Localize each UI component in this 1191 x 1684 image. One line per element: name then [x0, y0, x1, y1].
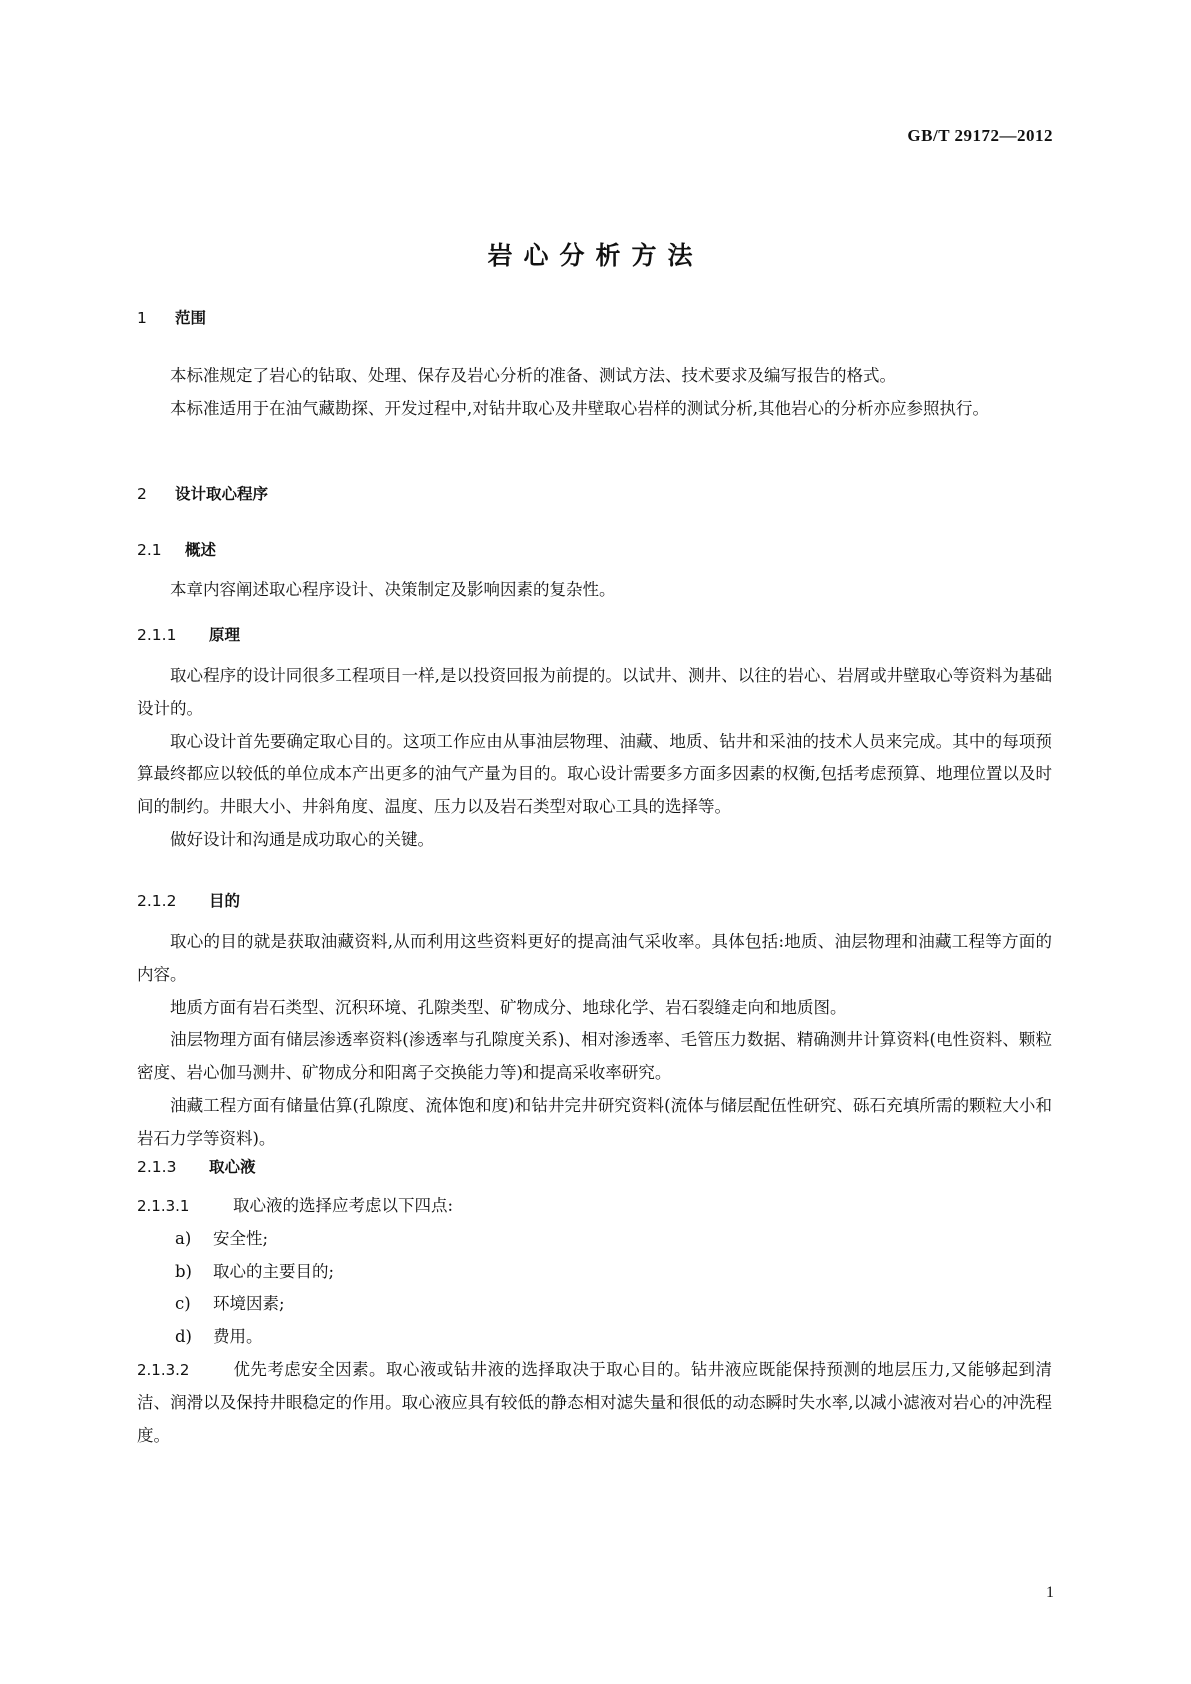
list-item	[137, 1288, 1052, 1321]
list-item	[137, 1223, 1052, 1256]
paragraph: 取心设计首先要确定取心目的。这项工作应由从事油层物理、油藏、地质、钻井和采油的技术人员来完成。其中的每项预算最终都应以较低的单位成本产出更多的油气产量为目的。取心设计需要多方面多因素的权衡,包括考虑预算、地理位置以及时间的制约。井眼大小、井斜角度、温度、压力以及岩石类型对取心工具的选择等。	[137, 731, 1052, 817]
list-marker: d)	[175, 1327, 192, 1347]
list-text: 安全性;	[213, 1228, 269, 1248]
clause-number: 2.1.3.1	[137, 1197, 190, 1215]
list-text: 费用。	[213, 1327, 263, 1347]
section-number: 2.1.2	[137, 892, 177, 910]
section-title: 原理	[209, 626, 241, 644]
section-heading-1	[137, 302, 1052, 335]
paragraph: 取心的目的就是获取油藏资料,从而利用这些资料更好的提高油气采收率。具体包括:地质、油层物理和油藏工程等方面的内容。	[137, 932, 1052, 984]
section-heading-2-1-1	[137, 619, 1052, 652]
section-number: 2.1.1	[137, 626, 177, 644]
section-title: 取心液	[209, 1158, 256, 1176]
paragraph: 做好设计和沟通是成功取心的关键。	[170, 829, 434, 849]
document-title: 岩心分析方法	[487, 241, 704, 270]
list-item	[137, 1256, 1052, 1289]
paragraph: 地质方面有岩石类型、沉积环境、孔隙类型、矿物成分、地球化学、岩石裂缝走向和地质图。	[170, 997, 847, 1017]
clause-2-1-3-1	[137, 1190, 1052, 1223]
section-number: 2.1	[137, 541, 162, 559]
section-title: 概述	[185, 541, 217, 559]
clause-text: 取心液的选择应考虑以下四点:	[233, 1196, 454, 1215]
list-text: 取心的主要目的;	[213, 1261, 335, 1281]
list-item	[137, 1321, 1052, 1354]
paragraph: 本标准适用于在油气藏勘探、开发过程中,对钻井取心及井壁取心岩样的测试分析,其他岩心的分析亦应参照执行。	[170, 398, 989, 418]
section-2-1-3-body	[137, 1190, 1052, 1452]
section-number: 2.1.3	[137, 1158, 177, 1176]
section-title: 目的	[209, 892, 241, 910]
section-number: 1	[137, 309, 147, 327]
list-marker: b)	[175, 1261, 192, 1281]
clause-text: 优先考虑安全因素。取心液或钻井液的选择取决于取心目的。钻井液应既能保持预测的地层压力,又能够起到清洁、润滑以及保持井眼稳定的作用。取心液应具有较低的静态相对滤失量和很低的动态瞬时失水率,以减小滤液对岩心的冲洗程度。	[137, 1359, 1052, 1445]
section-2-1-2-body	[137, 926, 1052, 1156]
clause-number: 2.1.3.2	[137, 1360, 190, 1379]
section-title: 设计取心程序	[175, 485, 269, 503]
section-1-body	[137, 360, 1052, 426]
section-title: 范围	[175, 309, 207, 327]
section-heading-2-1-3	[137, 1151, 1052, 1184]
standard-number: GB/T 29172—2012	[907, 126, 1053, 145]
paragraph: 油藏工程方面有储量估算(孔隙度、流体饱和度)和钻井完井研究资料(流体与储层配伍性研究、砾石充填所需的颗粒大小和岩石力学等资料)。	[137, 1095, 1052, 1148]
section-number: 2	[137, 485, 147, 503]
list-text: 环境因素;	[213, 1294, 285, 1314]
list-marker: a)	[175, 1228, 192, 1248]
section-heading-2-1	[137, 534, 1052, 567]
list-marker: c)	[175, 1294, 191, 1314]
section-2-1-1-body	[137, 660, 1052, 857]
paragraph: 取心程序的设计同很多工程项目一样,是以投资回报为前提的。以试井、测井、以往的岩心、岩屑或井壁取心等资料为基础设计的。	[137, 666, 1052, 718]
paragraph: 本标准规定了岩心的钻取、处理、保存及岩心分析的准备、测试方法、技术要求及编写报告的格式。	[170, 366, 896, 385]
paragraph: 本章内容阐述取心程序设计、决策制定及影响因素的复杂性。	[170, 580, 616, 599]
section-heading-2	[137, 478, 1052, 511]
page-number: 1	[1046, 1584, 1054, 1601]
clause-2-1-3-2	[137, 1354, 1052, 1452]
section-heading-2-1-2	[137, 885, 1052, 918]
section-2-1-body	[137, 574, 1052, 607]
paragraph: 油层物理方面有储层渗透率资料(渗透率与孔隙度关系)、相对渗透率、毛管压力数据、精确测井计算资料(电性资料、颗粒密度、岩心伽马测井、矿物成分和阳离子交换能力等)和提高采收率研究。	[137, 1030, 1052, 1083]
